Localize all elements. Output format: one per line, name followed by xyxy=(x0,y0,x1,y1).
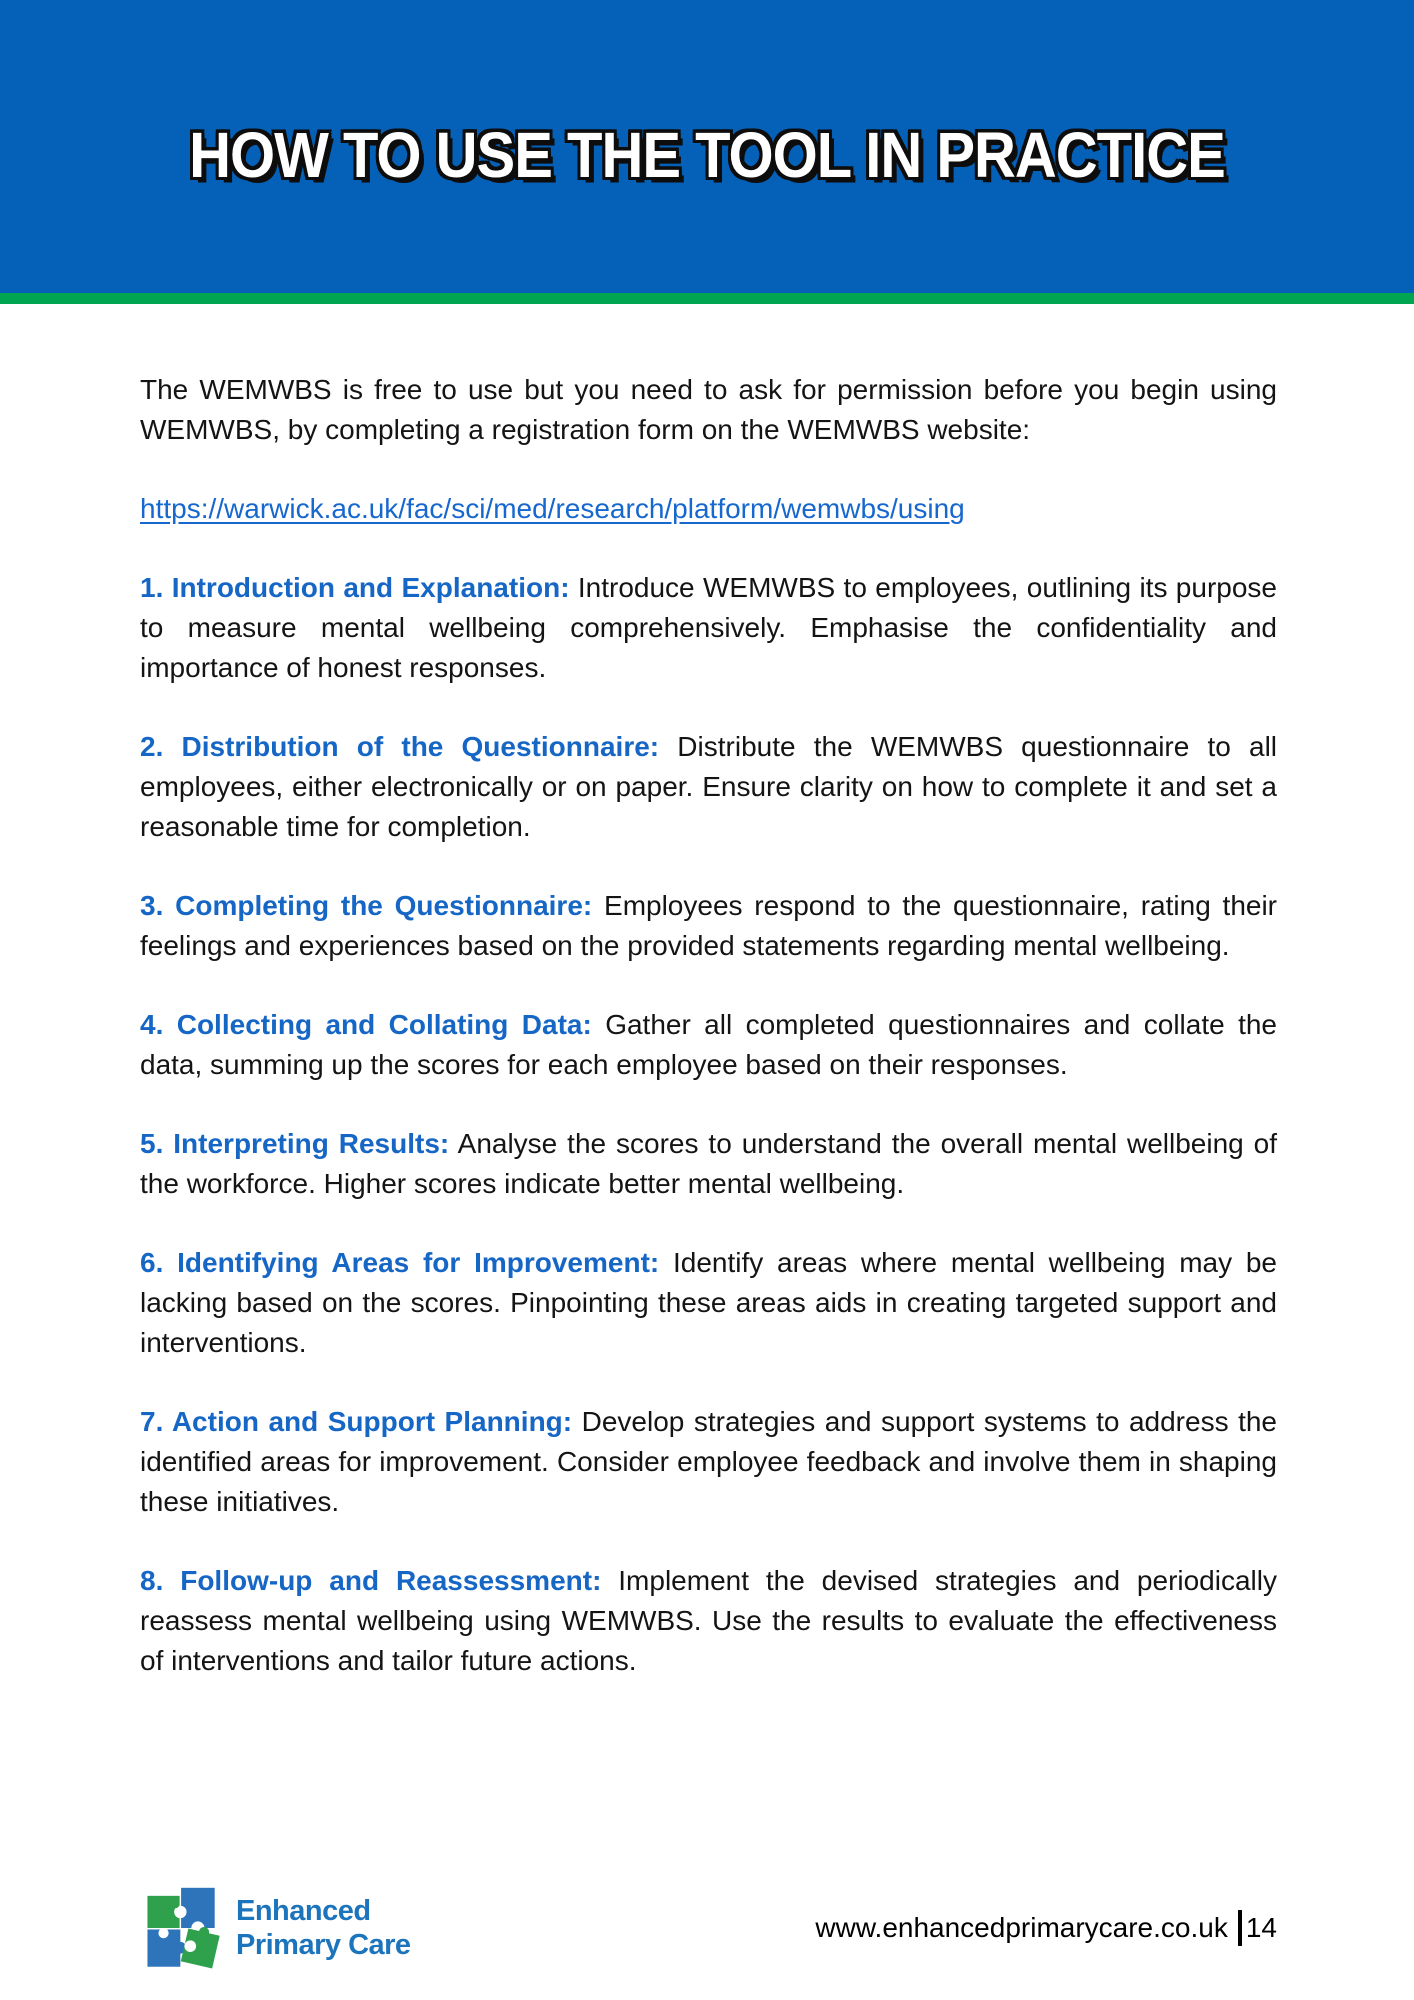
wemwbs-registration-link[interactable]: https://warwick.ac.uk/fac/sci/med/research/platform/wemwbs/using xyxy=(140,493,965,524)
header-accent-stripe xyxy=(0,293,1414,304)
step-paragraph-4 xyxy=(140,1005,1277,1085)
intro-paragraph: The WEMWBS is free to use but you need to ask for permission before you begin using WEMWBS, by completing a registration form on the WEMWBS website: xyxy=(140,374,1277,445)
page-number-separator xyxy=(1238,1910,1242,1946)
page-number: 14 xyxy=(1245,1912,1277,1943)
step-text: Implement the devised strategies and periodically reassess mental wellbeing using WEMWBS. Use the results to evaluate the effectiveness of interventions and tailor future actions. xyxy=(140,1565,1277,1676)
step-paragraph-5 xyxy=(140,1124,1277,1204)
step-text: Identify areas where mental wellbeing may be lacking based on the scores. Pinpointing these areas aids in creating targeted support and interventions. xyxy=(140,1247,1277,1358)
step-paragraph-1 xyxy=(140,568,1277,688)
page-header xyxy=(0,0,1414,293)
puzzle-logo-icon xyxy=(146,1886,222,1970)
step-label: 6. Identifying Areas for Improvement: xyxy=(140,1247,660,1278)
step-text: Employees respond to the questionnaire, rating their feelings and experiences based on the provided statements regarding mental wellbeing. xyxy=(140,890,1278,961)
footer-meta xyxy=(815,1910,1277,1946)
footer-website: www.enhancedprimarycare.co.uk xyxy=(815,1912,1228,1943)
logo-wordmark xyxy=(236,1894,411,1962)
page-content xyxy=(0,304,1414,1681)
step-text: Develop strategies and support systems to address the identified areas for improvement. Consider employee feedback and involve them in shaping these initiatives. xyxy=(140,1406,1277,1517)
link-paragraph xyxy=(140,489,1277,529)
step-text: Introduce WEMWBS to employees, outlining its purpose to measure mental wellbeing comprehensively. Emphasise the confidentiality and importance of honest responses. xyxy=(140,572,1277,683)
step-label: 7. Action and Support Planning: xyxy=(140,1406,573,1437)
logo-text-line2: Primary Care xyxy=(236,1929,411,1961)
page-footer xyxy=(0,1876,1414,1980)
step-paragraph-8 xyxy=(140,1561,1277,1681)
step-paragraph-3 xyxy=(140,886,1277,966)
step-label: 8. Follow-up and Reassessment: xyxy=(140,1565,602,1596)
step-paragraph-6 xyxy=(140,1243,1277,1363)
step-label: 3. Completing the Questionnaire: xyxy=(140,890,593,921)
step-label: 5. Interpreting Results: xyxy=(140,1128,450,1159)
step-paragraph-2 xyxy=(140,727,1277,847)
enhanced-primary-care-logo xyxy=(146,1886,411,1970)
step-paragraph-7 xyxy=(140,1402,1277,1522)
step-label: 2. Distribution of the Questionnaire: xyxy=(140,731,660,762)
step-text: Distribute the WEMWBS questionnaire to all employees, either electronically or on paper. Ensure clarity on how to complete it and set a reasonable time for completion. xyxy=(140,731,1278,842)
step-label: 4. Collecting and Collating Data: xyxy=(140,1009,592,1040)
step-text: Analyse the scores to understand the overall mental wellbeing of the workforce. Higher scores indicate better mental wellbeing. xyxy=(140,1128,1278,1199)
step-label: 1. Introduction and Explanation: xyxy=(140,572,570,603)
logo-text-line1: Enhanced xyxy=(236,1895,371,1927)
step-text: Gather all completed questionnaires and collate the data, summing up the scores for each employee based on their responses. xyxy=(140,1009,1277,1080)
page-title: HOW TO USE THE TOOL IN PRACTICE xyxy=(189,119,1225,192)
